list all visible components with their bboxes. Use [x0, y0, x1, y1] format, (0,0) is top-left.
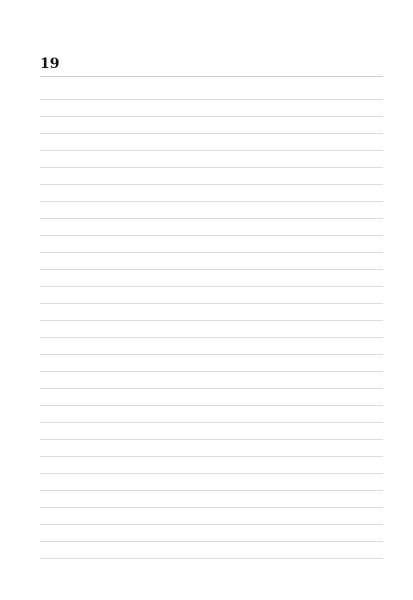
text-line [40, 431, 383, 448]
text-line [40, 278, 383, 295]
text-line [40, 125, 383, 142]
text-line [40, 499, 383, 516]
text-line [40, 550, 383, 567]
text-line [40, 465, 383, 482]
text-line [40, 295, 383, 312]
text-line [40, 210, 383, 227]
text-line [40, 329, 383, 346]
text-line [40, 448, 383, 465]
text-line [40, 516, 383, 533]
text-line [40, 159, 383, 176]
text-line [40, 261, 383, 278]
text-line [40, 108, 383, 125]
text-line [40, 397, 383, 414]
running-header [40, 52, 383, 77]
text-line [40, 380, 383, 397]
text-line [40, 176, 383, 193]
body-text [40, 91, 383, 567]
text-line [40, 91, 383, 108]
text-line [40, 312, 383, 329]
text-line [40, 244, 383, 261]
text-line [40, 414, 383, 431]
running-title [71, 52, 383, 68]
page-number: 19 [40, 56, 60, 72]
text-line [40, 363, 383, 380]
text-line [40, 193, 383, 210]
text-line [40, 346, 383, 363]
text-line [40, 142, 383, 159]
text-line [40, 227, 383, 244]
text-line [40, 533, 383, 550]
text-line [40, 482, 383, 499]
